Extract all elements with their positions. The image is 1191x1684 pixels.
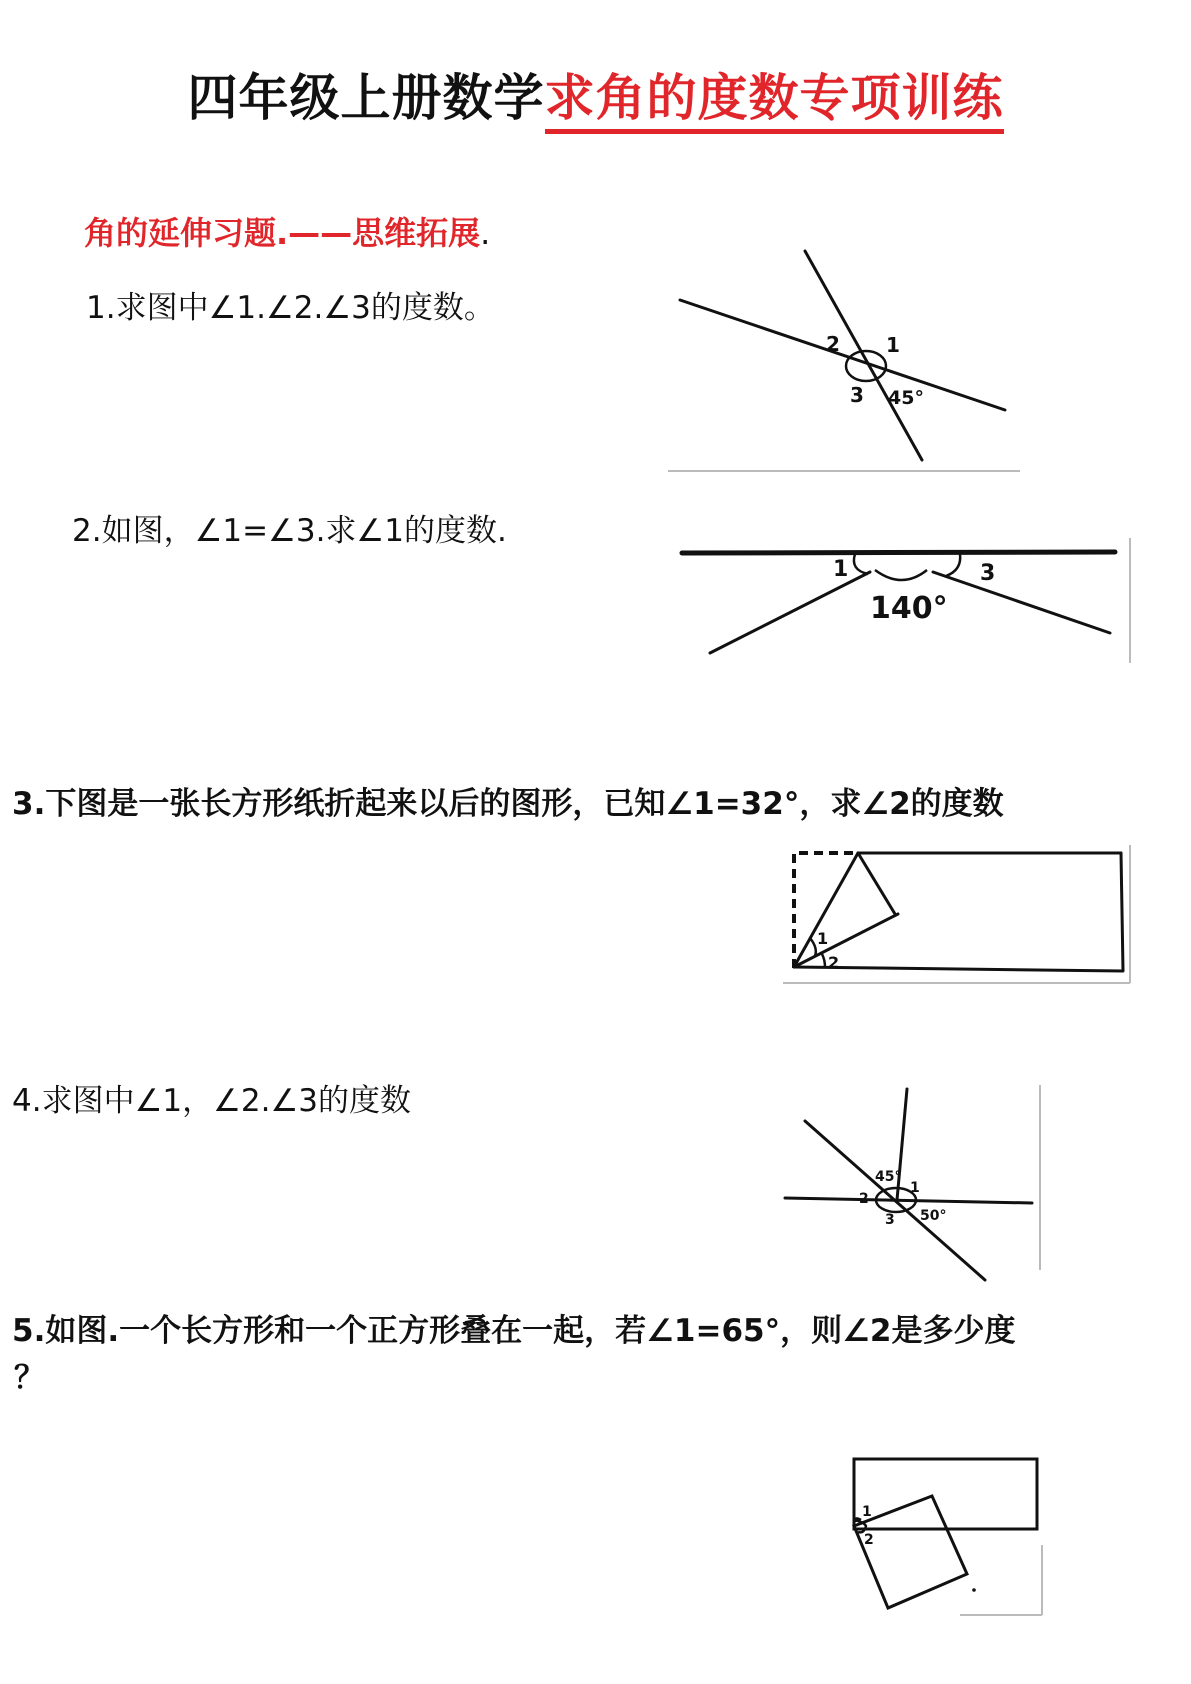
q5-label-1: 1 [862,1504,872,1520]
q3-label-2: 2 [828,953,840,972]
title-grade-subject: 四年级上册数学 [187,69,545,127]
q3-label-1: 1 [817,929,829,948]
q4-given-angle-45: 45° [875,1169,902,1185]
q1-label-3: 3 [850,383,864,407]
section-heading-text: 角的延伸习题.——思维拓展 [84,214,481,252]
question-5-figure [840,1440,1060,1640]
q4-label-2: 2 [859,1191,869,1207]
q2-label-1: 1 [833,557,849,582]
question-5-text-line2: ？ [14,1360,45,1396]
q4-label-1: 1 [910,1180,920,1196]
q5-label-2: 2 [864,1532,874,1548]
question-3-figure [780,840,1140,1000]
worksheet-title [0,58,1191,130]
q4-given-angle-50: 50° [920,1208,947,1224]
q4-label-3: 3 [885,1212,895,1228]
question-4-figure [780,1080,1060,1300]
section-heading-period: . [480,214,491,252]
q2-label-3: 3 [980,561,996,586]
question-1-text: 1.求图中∠1.∠2.∠3的度数。 [86,290,495,326]
question-1-figure [660,240,1040,480]
question-3-text: 3.下图是一张长方形纸折起来以后的图形，已知∠1=32°，求∠2的度数 [12,786,1004,822]
q2-given-angle: 140° [870,591,948,626]
title-topic: 求角的度数专项训练 [545,69,1004,134]
question-4-text: 4.求图中∠1，∠2.∠3的度数 [12,1083,411,1119]
q1-label-2: 2 [826,332,840,356]
section-heading [84,208,490,254]
question-5-text-line1: 5.如图.一个长方形和一个正方形叠在一起，若∠1=65°，则∠2是多少度 [12,1313,1016,1349]
question-2-text: 2.如图，∠1=∠3.求∠1的度数. [72,513,507,549]
q1-label-1: 1 [886,333,900,357]
q1-given-angle: 45° [888,387,924,409]
question-2-figure [670,530,1140,680]
